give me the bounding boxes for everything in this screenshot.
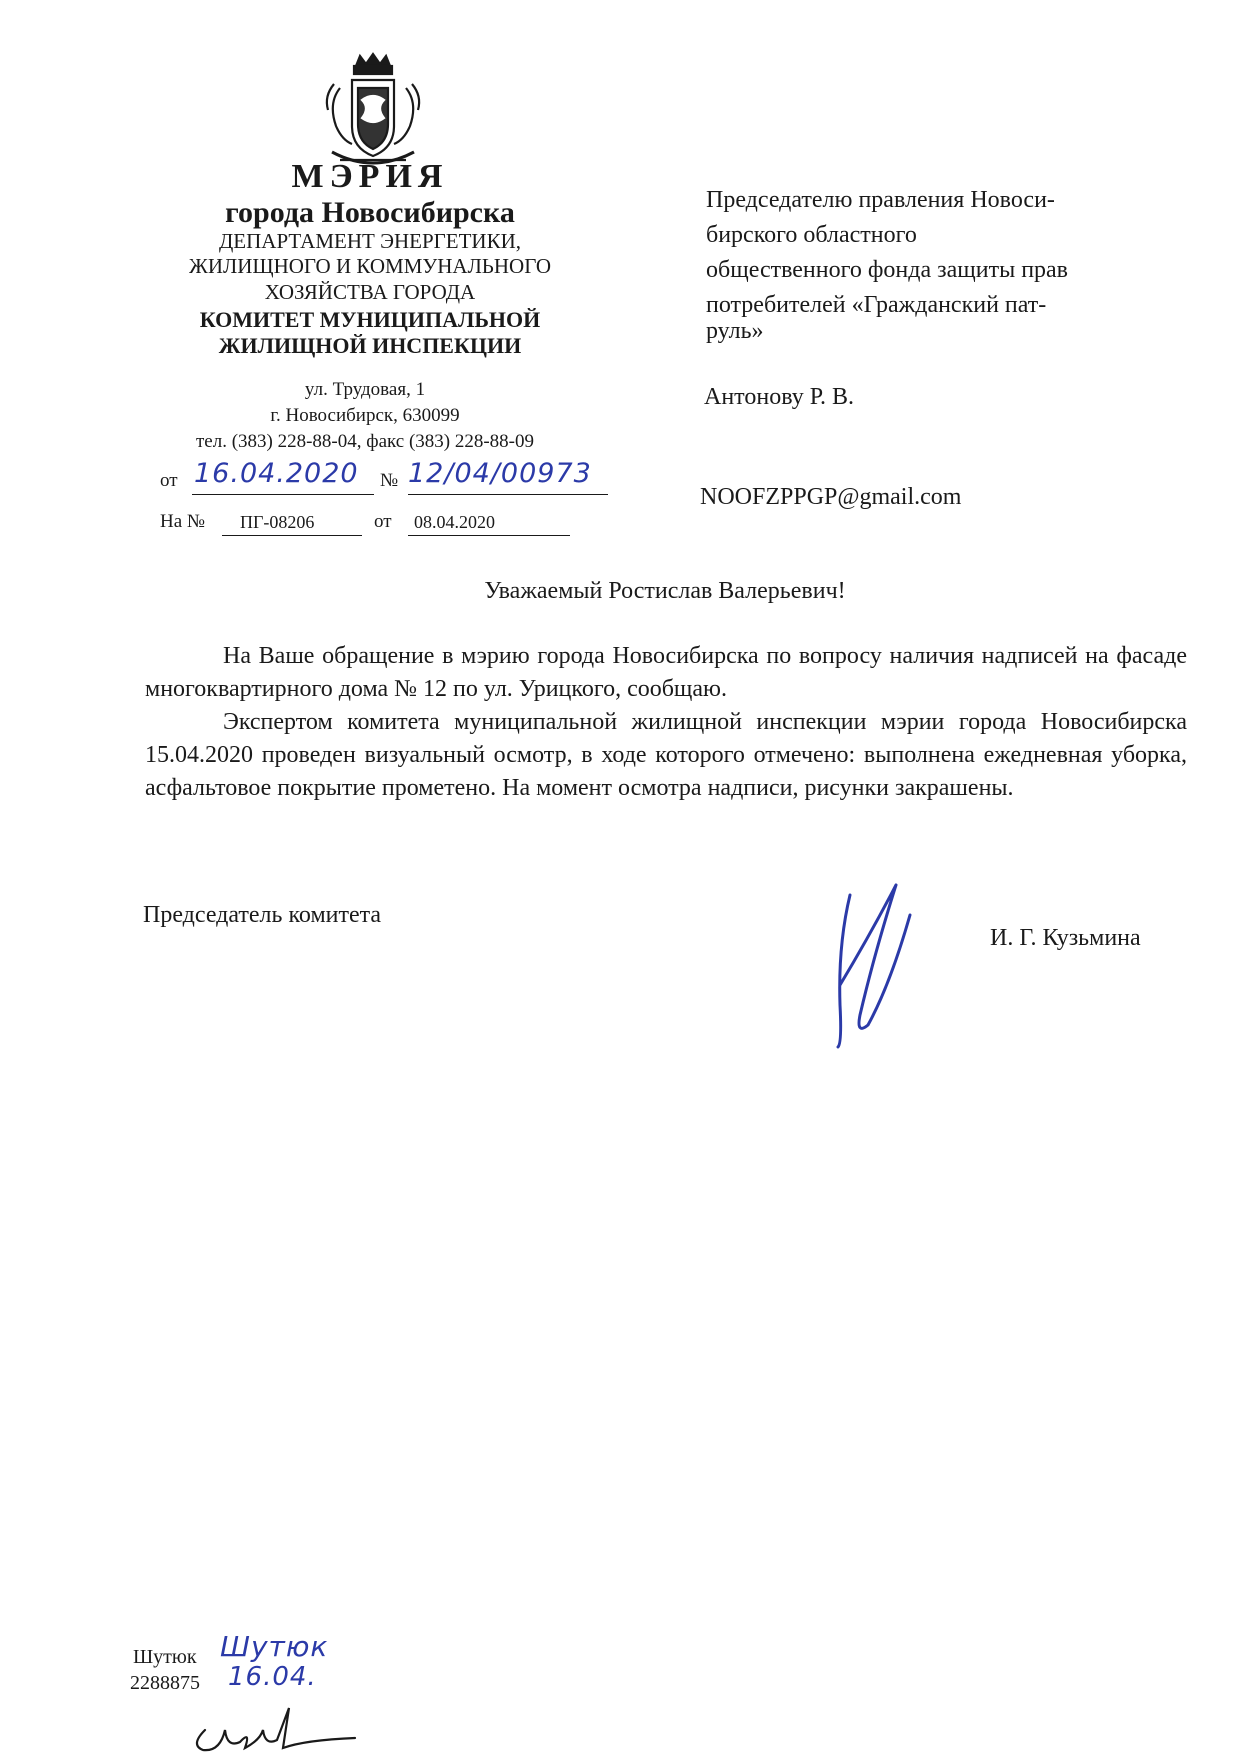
signatory-title: Председатель комитета xyxy=(143,902,382,928)
reply-date: 08.04.2020 xyxy=(414,512,495,532)
executor-handwritten-date: 16.04. xyxy=(228,1662,317,1692)
executor-phone: 2288875 xyxy=(130,1672,200,1694)
recipient-line: бирского областного xyxy=(706,222,917,248)
handwritten-signature xyxy=(810,875,930,1055)
reply-number-underline xyxy=(222,535,362,536)
reply-date-underline xyxy=(408,535,570,536)
recipient-name: Антонову Р. В. xyxy=(704,384,855,410)
letterhead-org: МЭРИЯ xyxy=(291,158,449,195)
recipient-line: Председателю правления Новоси- xyxy=(706,187,1055,213)
salutation: Уважаемый Ростислав Валерьевич! xyxy=(484,578,846,604)
reply-label: На № xyxy=(160,511,206,532)
from-label: от xyxy=(160,470,178,491)
from-date-handwritten: 16.04.2020 xyxy=(194,458,359,489)
address-phone: тел. (383) 228-88-04, факс (383) 228-88-09 xyxy=(195,431,535,452)
signatory-name: И. Г. Кузьмина xyxy=(990,925,1141,951)
address-city: г. Новосибирск, 630099 xyxy=(270,405,460,426)
reply-from-label: от xyxy=(374,511,392,532)
coat-of-arms-emblem xyxy=(318,48,428,176)
body-paragraph: Экспертом комитета муниципальной жилищной инспекции мэрии города Новосибирска 15.04.2020 проведен визуальный осмотр, в ходе которого отмечено: выполнена ежедневная уборка, асфальтовое покрытие прометено. На момент осмотра надписи, рисунки закрашены. xyxy=(145,709,1187,801)
recipient-line: потребителей «Гражданский пат- xyxy=(706,292,1047,318)
executor-handwritten-name: Шутюк xyxy=(220,1630,329,1663)
letterhead-dept: ХОЗЯЙСТВА ГОРОДА xyxy=(264,280,476,304)
body-paragraph: На Ваше обращение в мэрию города Новосибирска по вопросу наличия надписей на фасаде многоквартирного дома № 12 по ул. Урицкого, сообщаю. xyxy=(145,643,1187,702)
letterhead-dept: ДЕПАРТАМЕНТ ЭНЕРГЕТИКИ, xyxy=(218,229,522,253)
recipient-line: общественного фонда защиты прав xyxy=(706,257,1069,283)
executor-signature xyxy=(185,1700,360,1755)
outgoing-number-underline xyxy=(408,494,608,495)
letterhead-committee: ЖИЛИЩНОЙ ИНСПЕКЦИИ xyxy=(218,333,522,358)
letterhead-committee: КОМИТЕТ МУНИЦИПАЛЬНОЙ xyxy=(199,307,541,332)
reply-number: ПГ-08206 xyxy=(240,512,315,532)
recipient-line: руль» xyxy=(706,318,764,344)
from-date-underline xyxy=(192,494,374,495)
address-street: ул. Трудовая, 1 xyxy=(304,379,426,400)
executor-name: Шутюк xyxy=(133,1646,197,1668)
recipient-email: NOOFZPPGP@gmail.com xyxy=(700,484,962,510)
letterhead-dept: ЖИЛИЩНОГО И КОММУНАЛЬНОГО xyxy=(189,254,551,278)
number-sign: № xyxy=(380,470,399,491)
outgoing-number-handwritten: 12/04/00973 xyxy=(408,458,592,489)
letterhead-city: города Новосибирска xyxy=(225,196,515,229)
